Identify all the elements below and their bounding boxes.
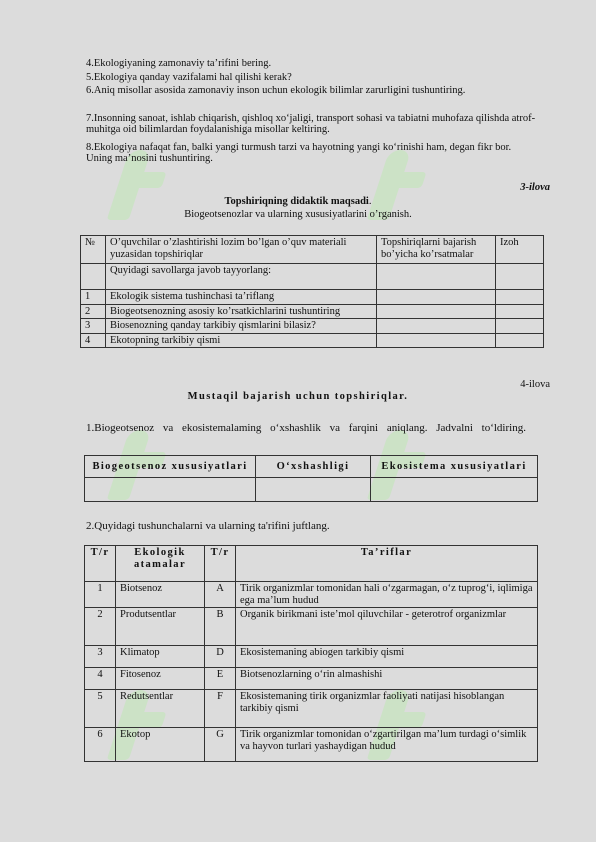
table-header-instructions: Topshiriqlarni bajarish bo’yicha ko’rsatmalar — [377, 236, 496, 264]
appendix-3-table — [80, 235, 544, 348]
table-cell — [377, 319, 496, 334]
question-7: 7.Insonning sanoat, ishlab chiqarish, qishloq xo‘jaligi, transport sohasi va tabiatni muhofaza qilishda atrof-muhitga oid bilimlardan foydalanishiga misollar keltiring. — [86, 113, 536, 136]
table-cell — [85, 478, 256, 502]
table-cell: Klimatop — [116, 646, 205, 668]
table-cell — [496, 319, 544, 334]
table-cell: 5 — [85, 690, 116, 728]
table-cell: Produtsentlar — [116, 608, 205, 646]
question-6: 6.Aniq misollar asosida zamonaviy inson uchun ekologik bilimlar zarurligini tushuntiring. — [86, 85, 466, 96]
table-cell: Fitosenoz — [116, 668, 205, 690]
table-cell — [496, 304, 544, 319]
table-row — [81, 304, 544, 319]
table-cell — [256, 478, 371, 502]
table-row — [81, 319, 544, 334]
table-row — [85, 582, 538, 608]
table-row — [85, 728, 538, 762]
table-cell — [377, 290, 496, 305]
table-header-index: T/r — [85, 546, 116, 582]
table-cell: Biotsenozlarning o‘rin almashishi — [236, 668, 538, 690]
table-cell: Ekotop — [116, 728, 205, 762]
question-4: 4.Ekologiyaning zamonaviy ta’rifini bering. — [86, 58, 272, 69]
table-cell: Tirik organizmlar tomonidan hali o‘zgarmagan, o‘z tuprog‘i, iqlimiga ega ma’lum hudud — [236, 582, 538, 608]
table-cell: 1 — [85, 582, 116, 608]
table-cell: 2 — [85, 608, 116, 646]
table-header-number: № — [81, 236, 106, 264]
table-cell — [377, 333, 496, 348]
appendix-3-label: 3-ilova — [520, 182, 550, 193]
table-cell: Biogeotsenozning asosiy ko’rsatkichlarini tushuntiring — [106, 304, 377, 319]
table-cell: 2 — [81, 304, 106, 319]
table-row — [85, 608, 538, 646]
table-row — [85, 646, 538, 668]
table-cell: 1 — [81, 290, 106, 305]
appendix-4-label: 4-ilova — [520, 379, 550, 390]
question-5: 5.Ekologiya qanday vazifalami hal qilishi kerak? — [86, 72, 292, 83]
table-header-tasks: O’quvchilar o’zlashtirishi lozim bo’lgan o’quv materiali yuzasidan topshiriqlar — [106, 236, 377, 264]
table-cell: Ekosistemaning tirik organizmlar faoliyati natijasi hisoblangan tarkibiy qismi — [236, 690, 538, 728]
table-cell: E — [205, 668, 236, 690]
table-cell: 3 — [85, 646, 116, 668]
table-cell: 3 — [81, 319, 106, 334]
matching-table — [84, 545, 538, 762]
task-1: 1.Biogeotsenoz va ekosistemalaming o‘xshashlik va farqini aniqlang. Jadvalni to‘ldiring. — [86, 422, 526, 434]
appendix-4-title: Mustaqil bajarish uchun topshiriqlar. — [187, 391, 409, 402]
table-header-terms: Ekologik atamalar — [116, 546, 205, 582]
table-cell: 6 — [85, 728, 116, 762]
table-header-biogeocenosis: Biogeotsenoz xususiyatlari — [85, 456, 256, 478]
table-cell: Ekosistemaning abiogen tarkibiy qismi — [236, 646, 538, 668]
table-cell — [496, 264, 544, 290]
table-cell: Redutsentlar — [116, 690, 205, 728]
table-cell: D — [205, 646, 236, 668]
table-cell: A — [205, 582, 236, 608]
table-row — [81, 290, 544, 305]
table-cell: Ekologik sistema tushinchasi ta’riflang — [106, 290, 377, 305]
table-cell: Tirik organizmlar tomonidan o‘zgartirilgan ma’lum turdagi o‘simlik va hayvon turlari yashaydigan hudud — [236, 728, 538, 762]
appendix-3-subtitle: Biogeotsenozlar va ularning xususiyatlarini o’rganish. — [184, 209, 412, 220]
table-header-definitions: Ta’riflar — [236, 546, 538, 582]
table-subheader: Quyidagi savollarga javob tayyorlang: — [106, 264, 377, 290]
table-cell: Organik birikmani iste’mol qiluvchilar - geterotrof organizmlar — [236, 608, 538, 646]
question-8: 8.Ekologiya nafaqat fan, balki yangi turmush tarzi va hayotning yangi ko‘rinishi ham, degan fikr bor. Uning ma’nosini tushuntiring. — [86, 142, 512, 165]
table-header-letter: T/r — [205, 546, 236, 582]
table-cell — [81, 264, 106, 290]
table-cell — [496, 290, 544, 305]
table-row — [85, 690, 538, 728]
table-cell: Biosenozning qanday tarkibiy qismlarini bilasiz? — [106, 319, 377, 334]
table-row — [85, 668, 538, 690]
table-row — [81, 333, 544, 348]
table-cell — [377, 264, 496, 290]
table-cell: F — [205, 690, 236, 728]
task-2: 2.Quyidagi tushunchalarni va ularning ta'rifini juftlang. — [86, 520, 330, 532]
table-header-note: Izoh — [496, 236, 544, 264]
table-cell: B — [205, 608, 236, 646]
table-cell: 4 — [81, 333, 106, 348]
table-header-ecosystem: Ekosistema xususiyatlari — [371, 456, 538, 478]
table-cell — [496, 333, 544, 348]
appendix-3-title: Topshiriqning didaktik maqsadi. — [224, 196, 372, 207]
table-cell: Biotsenoz — [116, 582, 205, 608]
table-cell — [377, 304, 496, 319]
table-cell: 4 — [85, 668, 116, 690]
table-header-similarity: O‘xshashligi — [256, 456, 371, 478]
table-cell — [371, 478, 538, 502]
table-cell: G — [205, 728, 236, 762]
table-cell: Ekotopning tarkibiy qismi — [106, 333, 377, 348]
similarity-table — [84, 455, 538, 502]
